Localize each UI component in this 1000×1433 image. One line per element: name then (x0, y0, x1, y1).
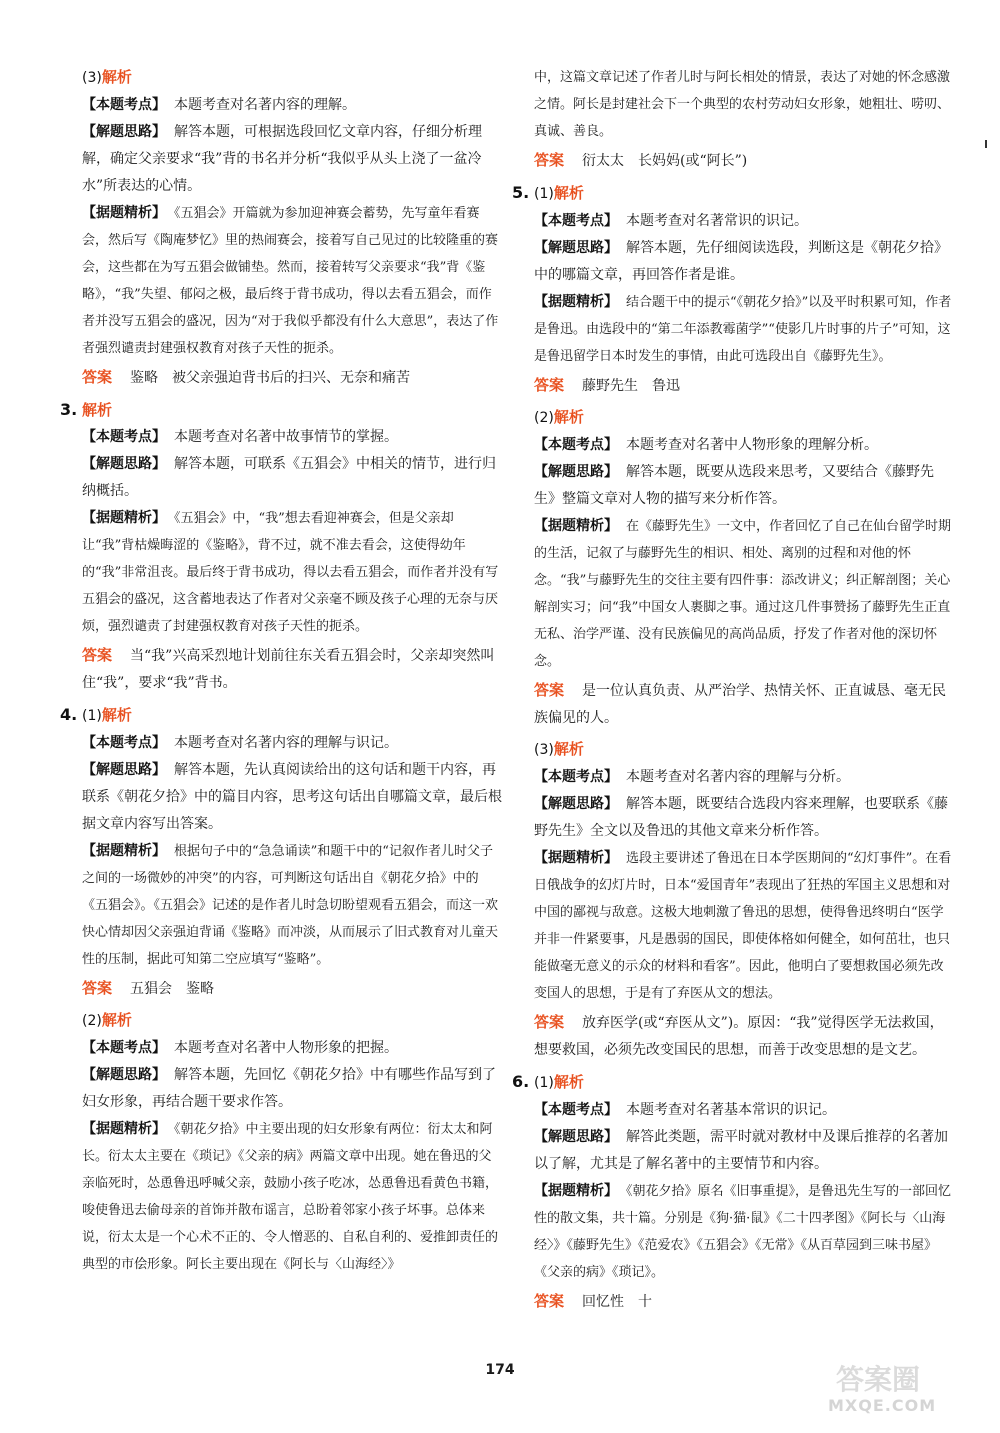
analysis-paragraph (534, 1124, 954, 1178)
analysis-paragraph (82, 424, 502, 451)
section-tag: 【解题思路】 (534, 240, 618, 256)
analysis-paragraph (82, 838, 502, 973)
subquestion-number: (2) (534, 410, 554, 426)
analysis-paragraph (82, 757, 502, 838)
subquestion-number: (2) (82, 1013, 102, 1029)
analysis-paragraph (82, 1035, 502, 1062)
analysis-paragraph (82, 505, 502, 640)
section-tag: 【据题精析】 (82, 1121, 166, 1137)
paragraph-text: 《五猖会》开篇就为参加迎神赛会蓄势，先写童年看赛会，然后写《陶庵梦忆》里的热闹赛会，接着写自己见过的比较隆重的赛会，这些都在为写五猖会做铺垫。然而，接着转写父亲要求“我”背《鉴略》，“我”失望、郁闷之极，最后终于背书成功，得以去看五猖会，而作者并没写五猖会的盛况，因为“对于我似乎都没有什么大意思”，表达了作者强烈谴责封建强权教育对孩子天性的扼杀。 (82, 206, 499, 356)
answer-text: 放弃医学(或“弃医从文”)。原因：“我”觉得医学无法救国，想要救国，必须先改变国民的思想，而善于改变思想的是文艺。 (534, 1015, 944, 1058)
analysis-paragraph (534, 764, 954, 791)
paragraph-text: 选段主要讲述了鲁迅在日本学医期间的“幻灯事件”。在看日俄战争的幻灯片时，日本“爱国青年”表现出了狂热的军国主义思想和对中国的鄙视与敌意。这极大地刺激了鲁迅的思想，使得鲁迅终明白“医学并非一件紧要事，凡是愚弱的国民，即使体格如何健全，如何茁壮，也只能做毫无意义的示众的材料和看客”。因此，他明白了要想救国必须先改变国人的思想，于是有了弃医从文的想法。 (534, 851, 952, 1001)
analysis-label: 解析 (553, 1073, 584, 1091)
answer-block (534, 1009, 954, 1064)
left-column (60, 64, 502, 1278)
subquestion-number: (3) (82, 70, 102, 86)
analysis-label: 解析 (82, 401, 113, 419)
answer-block (534, 1288, 954, 1316)
paragraph-text: 解答本题，先认真阅读给出的这句话和题干内容，再联系《朝花夕拾》中的篇目内容，思考这句话出自哪篇文章，最后根据文章内容写出答案。 (82, 762, 502, 832)
analysis-label: 解析 (553, 740, 584, 758)
paragraph-text: 解答本题，先回忆《朝花夕拾》中有哪些作品写到了妇女形象，再结合题干要求作答。 (82, 1067, 496, 1110)
paragraph-text: 本题考查对名著中人物形象的理解分析。 (626, 437, 878, 453)
page-number: 174 (485, 1362, 515, 1378)
question-heading (534, 736, 954, 764)
analysis-paragraph (82, 200, 502, 362)
question-heading (82, 1007, 502, 1035)
paragraph-text: 《五猖会》中，“我”想去看迎神赛会，但是父亲却让“我”背枯燥晦涩的《鉴略》，背不过，就不准去看会，这使得幼年的“我”非常沮丧。最后终于背书成功，得以去看五猖会，而作者并没有写五猖会的盛况，这含蓄地表达了作者对父亲毫不顾及孩子心理的无奈与厌烦，强烈谴责了封建强权教育对孩子天性的扼杀。 (82, 511, 499, 634)
subquestion-number: (3) (534, 742, 554, 758)
answer-label: 答案 (534, 1292, 565, 1310)
answer-text: 鉴略 被父亲强迫背书后的扫兴、无奈和痛苦 (130, 370, 411, 386)
section-tag: 【解题思路】 (82, 456, 166, 472)
analysis-paragraph (534, 235, 954, 289)
section-tag: 【解题思路】 (534, 796, 618, 812)
answer-label: 答案 (534, 376, 565, 394)
section-tag: 【本题考点】 (534, 437, 618, 453)
question-heading (60, 701, 502, 730)
section-tag: 【本题考点】 (82, 1040, 166, 1056)
margin-mark (985, 140, 987, 148)
paragraph-text: 解答本题，既要结合选段内容来理解，也要联系《藤野先生》全文以及鲁迅的其他文章来分析作答。 (534, 796, 948, 839)
answer-text: 是一位认真负责、从严治学、热情关怀、正直诚恳、毫无民族偏见的人。 (534, 683, 947, 726)
paragraph-text: 本题考查对名著基本常识的识记。 (626, 1102, 836, 1118)
answer-block (82, 364, 502, 392)
analysis-label: 解析 (553, 184, 584, 202)
question-number: 3. (60, 400, 78, 419)
section-tag: 【解题思路】 (82, 1067, 166, 1083)
subquestion-number: (1) (82, 708, 102, 724)
paragraph-text: 《朝花夕拾》中主要出现的妇女形象有两位：衍太太和阿长。衍太太主要在《琐记》《父亲的病》两篇文章中出现。她在鲁迅的父亲临死时，怂恿鲁迅呼喊父亲，鼓励小孩子吃冰，怂恿鲁迅看黄色书籍，唆使鲁迅去偷母亲的首饰并散布谣言，总盼着邻家小孩子坏事。总体来说，衍太太是一个心术不正的、令人憎恶的、自私自利的、爱推卸责任的典型的市侩形象。阿长主要出现在《阿长与〈山海经〉》 (82, 1122, 499, 1272)
section-tag: 【据题精析】 (534, 518, 618, 534)
question-number: 4. (60, 705, 78, 724)
watermark-logo: 答案圈 (836, 1363, 921, 1396)
answer-label: 答案 (82, 368, 113, 386)
paragraph-text: 解答本题，可联系《五猖会》中相关的情节，进行归纳概括。 (82, 456, 496, 499)
analysis-paragraph (534, 432, 954, 459)
question-heading (534, 404, 954, 432)
section-tag: 【据题精析】 (534, 1183, 618, 1199)
answer-block (534, 677, 954, 732)
paragraph-text: 本题考查对名著内容的理解与识记。 (174, 735, 398, 751)
paragraph-text: 中，这篇文章记述了作者儿时与阿长相处的情景，表达了对她的怀念感激之情。阿长是封建社会下一个典型的农村劳动妇女形象，她粗壮、唠叨、真诚、善良。 (534, 70, 951, 139)
watermark (828, 1358, 978, 1418)
section-tag: 【解题思路】 (534, 1129, 618, 1145)
subquestion-number: (1) (534, 186, 554, 202)
section-tag: 【解题思路】 (82, 762, 166, 778)
section-tag: 【解题思路】 (534, 464, 618, 480)
section-tag: 【本题考点】 (534, 213, 618, 229)
analysis-paragraph (534, 1178, 954, 1286)
analysis-paragraph (534, 1097, 954, 1124)
paragraph-text: 本题考查对名著中人物形象的把握。 (174, 1040, 398, 1056)
answer-text: 五猖会 鉴略 (130, 981, 215, 997)
analysis-paragraph (534, 64, 954, 145)
question-heading (512, 179, 954, 208)
paragraph-text: 《朝花夕拾》原名《旧事重提》，是鲁迅先生写的一部回忆性的散文集，共十篇。分别是《狗·猫·鼠》《二十四孝图》《阿长与〈山海经〉》《藤野先生》《范爱农》《五猖会》《无常》《从百草园到三味书屋》《父亲的病》《琐记》。 (534, 1184, 952, 1280)
answer-text: 藤野先生 鲁迅 (582, 378, 681, 394)
question-number: 6. (512, 1072, 530, 1091)
analysis-paragraph (534, 459, 954, 513)
analysis-label: 解析 (101, 1011, 132, 1029)
paragraph-text: 本题考查对名著内容的理解与分析。 (626, 769, 850, 785)
analysis-paragraph (82, 92, 502, 119)
analysis-label: 解析 (553, 408, 584, 426)
section-tag: 【据题精析】 (82, 510, 166, 526)
analysis-paragraph (82, 451, 502, 505)
analysis-paragraph (534, 845, 954, 1007)
answer-label: 答案 (534, 1013, 565, 1031)
section-tag: 【据题精析】 (534, 850, 618, 866)
analysis-label: 解析 (101, 706, 132, 724)
analysis-paragraph (534, 289, 954, 370)
analysis-paragraph (82, 1062, 502, 1116)
analysis-paragraph (82, 730, 502, 757)
answer-text: 回忆性 十 (582, 1294, 653, 1310)
analysis-paragraph (534, 791, 954, 845)
paragraph-text: 解答本题，既要从选段来思考，又要结合《藤野先生》整篇文章对人物的描写来分析作答。 (534, 464, 934, 507)
section-tag: 【本题考点】 (534, 1102, 618, 1118)
answer-label: 答案 (82, 979, 113, 997)
section-tag: 【解题思路】 (82, 124, 166, 140)
answer-block (534, 372, 954, 400)
answer-text: 当“我”兴高采烈地计划前往东关看五猖会时，父亲却突然叫住“我”，要求“我”背书。 (82, 648, 495, 691)
section-tag: 【据题精析】 (82, 205, 166, 221)
section-tag: 【本题考点】 (534, 769, 618, 785)
analysis-paragraph (82, 1116, 502, 1278)
analysis-label: 解析 (101, 68, 132, 86)
answer-block (82, 642, 502, 697)
paragraph-text: 解答此类题，需平时就对教材中及课后推荐的名著加以了解，尤其是了解名著中的主要情节和内容。 (534, 1129, 948, 1172)
analysis-paragraph (534, 208, 954, 235)
paragraph-text: 根据句子中的“急急诵读”和题干中的“记叙作者儿时父子之间的一场微妙的冲突”的内容，可判断这句话出自《朝花夕拾》中的《五猖会》。《五猖会》记述的是作者儿时急切盼望观看五猖会，而这一欢快心情却因父亲强迫背诵《鉴略》而冲淡，从而展示了旧式教育对儿童天性的压制，据此可知第二空应填写“鉴略”。 (82, 844, 499, 967)
answer-block (82, 975, 502, 1003)
answer-label: 答案 (534, 151, 565, 169)
section-tag: 【本题考点】 (82, 429, 166, 445)
section-tag: 【据题精析】 (82, 843, 166, 859)
paragraph-text: 本题考查对名著常识的识记。 (626, 213, 808, 229)
answer-text: 衍太太 长妈妈(或“阿长”) (582, 153, 748, 169)
section-tag: 【本题考点】 (82, 735, 166, 751)
question-number: 5. (512, 183, 530, 202)
paragraph-text: 解答本题，先仔细阅读选段，判断这是《朝花夕拾》中的哪篇文章，再回答作者是谁。 (534, 240, 948, 283)
subquestion-number: (1) (534, 1075, 554, 1091)
question-heading (82, 64, 502, 92)
question-heading (512, 1068, 954, 1097)
paragraph-text: 结合题干中的提示“《朝花夕拾》”以及平时积累可知，作者是鲁迅。由选段中的“第二年添教霉菌学”“使影几片时事的片子”可知，这是鲁迅留学日本时发生的事情，由此可选段出自《藤野先生》。 (534, 295, 952, 364)
answer-label: 答案 (534, 681, 565, 699)
section-tag: 【本题考点】 (82, 97, 166, 113)
right-column (512, 64, 954, 1320)
analysis-paragraph (82, 119, 502, 200)
paragraph-text: 解答本题，可根据选段回忆文章内容，仔细分析理解，确定父亲要求“我”背的书名并分析“我似乎从头上浇了一盆冷水”所表达的心情。 (82, 124, 482, 194)
analysis-paragraph (534, 513, 954, 675)
paragraph-text: 在《藤野先生》一文中，作者回忆了自己在仙台留学时期的生活，记叙了与藤野先生的相识、相处、离别的过程和对他的怀念。“我”与藤野先生的交往主要有四件事：添改讲义；纠正解剖图；关心解剖实习；问“我”中国女人裹脚之事。通过这几件事赞扬了藤野先生正直无私、治学严谨、没有民族偏见的高尚品质，抒发了作者对他的深切怀念。 (534, 519, 952, 669)
watermark-url: MXQE.COM (828, 1396, 937, 1415)
paragraph-text: 本题考查对名著内容的理解。 (174, 97, 356, 113)
paragraph-text: 本题考查对名著中故事情节的掌握。 (174, 429, 398, 445)
answer-label: 答案 (82, 646, 113, 664)
answer-block (534, 147, 954, 175)
question-heading (60, 396, 502, 424)
section-tag: 【据题精析】 (534, 294, 618, 310)
